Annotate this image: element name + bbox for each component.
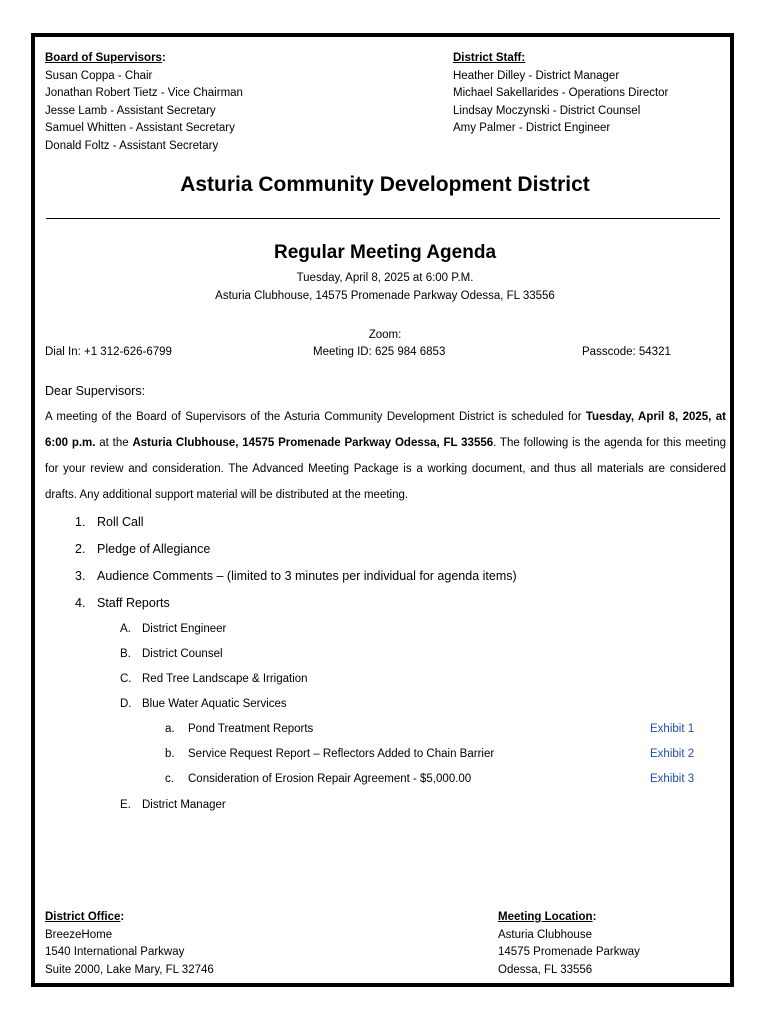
exhibit-link[interactable]: Exhibit 1 xyxy=(650,723,695,735)
board-member: Donald Foltz - Assistant Secretary xyxy=(45,139,219,152)
meeting-location-line: 14575 Promenade Parkway xyxy=(498,946,640,958)
letter-greeting: Dear Supervisors: xyxy=(45,384,146,398)
sub-item: District Counsel xyxy=(142,648,223,660)
agenda-item-number: 4. xyxy=(75,596,86,610)
meeting-place: Asturia Clubhouse, 14575 Promenade Parkway Odessa, FL 33556 xyxy=(132,437,494,449)
letter-paragraph: A meeting of the Board of Supervisors of the Asturia Community Development District is scheduled for Tuesday, April 8, 2025, at 6:00 p.m. at the Asturia Clubhouse, 14575 Promenade Parkway Odessa, FL 33556. The following is the agenda for this meeting for your review and consideration. The Advanced Meeting Package is a working document, and thus all materials are considered drafts. Any additional support material will be distributed at the meeting. xyxy=(45,411,727,501)
board-header: Board of Supervisors xyxy=(45,52,162,64)
agenda-item-number: 1. xyxy=(75,515,86,529)
staff-member: Amy Palmer - District Engineer xyxy=(453,122,611,134)
agenda-item: Staff Reports xyxy=(97,596,170,610)
office-line: BreezeHome xyxy=(45,928,113,941)
office-line: 1540 International Parkway xyxy=(45,946,185,958)
sub-item: Red Tree Landscape & Irrigation xyxy=(142,673,308,685)
district-title: Asturia Community Development District xyxy=(180,173,590,196)
meeting-location-line: Asturia Clubhouse xyxy=(498,928,592,941)
staff-member: Michael Sakellarides - Operations Director xyxy=(453,87,669,99)
zoom-label: Zoom: xyxy=(368,329,402,341)
agenda-item-number: 3. xyxy=(75,569,86,583)
sub-item-number: C. xyxy=(120,673,132,685)
agenda-item: Pledge of Allegiance xyxy=(97,542,211,556)
sub-item: District Manager xyxy=(142,799,226,811)
board-member: Jesse Lamb - Assistant Secretary xyxy=(45,104,216,117)
exhibit-link[interactable]: Exhibit 2 xyxy=(650,748,695,760)
staff-header: District Staff xyxy=(453,52,522,64)
board-member: Susan Coppa - Chair xyxy=(45,69,153,82)
sub-item-number: A. xyxy=(120,623,131,635)
sub-sub-item: Consideration of Erosion Repair Agreement - $5,000.00 xyxy=(188,773,472,785)
agenda-datetime: Tuesday, April 8, 2025 at 6:00 P.M. xyxy=(296,272,474,284)
sub-sub-item-number: c. xyxy=(165,773,174,785)
board-member: Samuel Whitten - Assistant Secretary xyxy=(45,122,235,134)
zoom-meeting-id: Meeting ID: 625 984 6853 xyxy=(313,346,446,358)
agenda-item-number: 2. xyxy=(75,542,86,556)
sub-item-number: E. xyxy=(120,799,131,811)
sub-item-number: B. xyxy=(120,648,131,660)
agenda-title: Regular Meeting Agenda xyxy=(273,242,497,263)
agenda-item: Roll Call xyxy=(97,515,144,529)
district-office: District Office: BreezeHome 1540 International Parkway Suite 2000, Lake Mary, FL 32746 xyxy=(45,909,214,979)
district-staff: District Staff: Heather Dilley - District Manager Michael Sakellarides - Operations Director Lindsay Moczynski - District Counsel Amy Palmer - District Engineer xyxy=(453,50,668,138)
meeting-location-header: Meeting Location xyxy=(498,911,593,923)
board-member: Jonathan Robert Tietz - Vice Chairman xyxy=(45,87,243,99)
sub-sub-item-number: b. xyxy=(165,748,175,760)
sub-sub-item: Service Request Report – Reflectors Added to Chain Barrier xyxy=(188,748,495,760)
meeting-date: Tuesday, April 8, 2025, at 6:00 p.m. xyxy=(45,411,727,449)
agenda-item: Audience Comments – (limited to 3 minutes per individual for agenda items) xyxy=(97,569,517,583)
agenda-location: Asturia Clubhouse, 14575 Promenade Parkway Odessa, FL 33556 xyxy=(215,290,555,302)
board-of-supervisors: Board of Supervisors: Susan Coppa - Chair Jonathan Robert Tietz - Vice Chairman Jesse Lamb - Assistant Secretary Samuel Whitten - Assistant Secretary Donald Foltz - Assistant Secretary xyxy=(45,50,243,155)
zoom-dial-in: Dial In: +1 312-626-6799 xyxy=(45,346,172,358)
sub-sub-item: Pond Treatment Reports xyxy=(188,723,314,735)
sub-item: District Engineer xyxy=(142,623,227,635)
office-header: District Office xyxy=(45,911,121,923)
office-line: Suite 2000, Lake Mary, FL 32746 xyxy=(45,963,214,976)
title-divider xyxy=(46,218,720,219)
meeting-location: Meeting Location: Asturia Clubhouse 14575 Promenade Parkway Odessa, FL 33556 xyxy=(498,909,640,979)
sub-item-number: D. xyxy=(120,698,132,710)
zoom-passcode: Passcode: 54321 xyxy=(582,346,671,358)
exhibit-link[interactable]: Exhibit 3 xyxy=(650,773,695,785)
staff-member: Heather Dilley - District Manager xyxy=(453,69,620,82)
staff-member: Lindsay Moczynski - District Counsel xyxy=(453,104,641,117)
meeting-location-line: Odessa, FL 33556 xyxy=(498,963,593,976)
sub-sub-item-number: a. xyxy=(165,723,175,735)
sub-item: Blue Water Aquatic Services xyxy=(142,698,287,710)
